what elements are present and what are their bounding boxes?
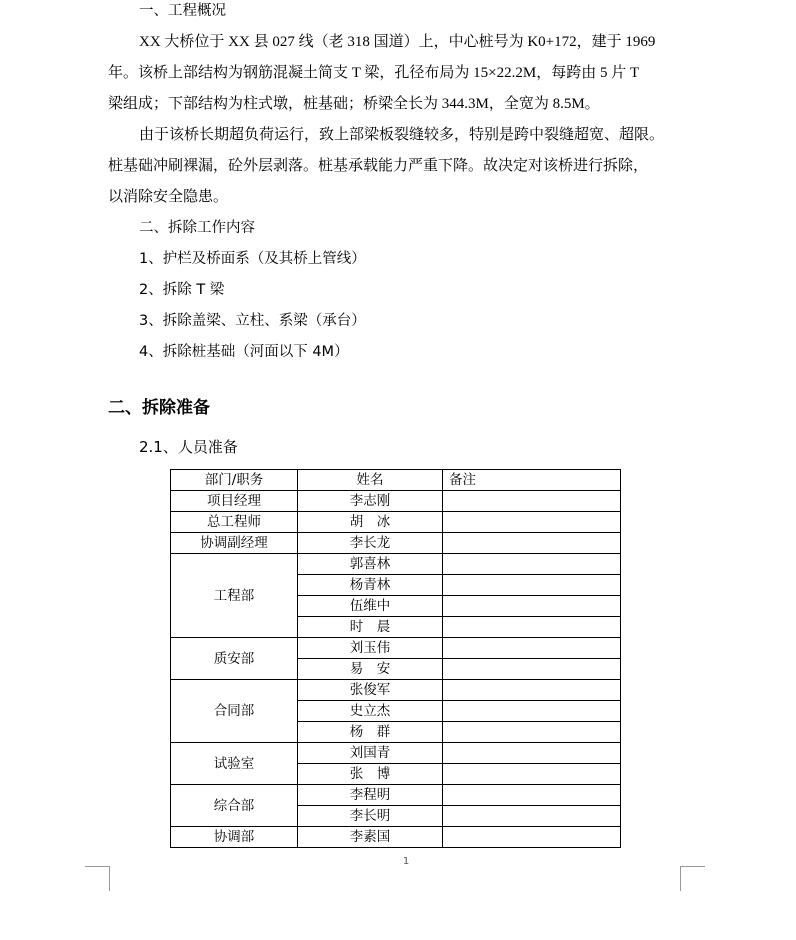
table-row: [171, 512, 621, 533]
section-heading-overview: 一、工程概况: [139, 3, 226, 19]
name-cell: 伍维中: [298, 596, 443, 617]
paragraph-line: 以消除安全隐患。: [108, 189, 229, 205]
table-row: [171, 827, 621, 848]
table-header-cell: 部门/职务: [171, 470, 298, 491]
remark-cell: [443, 512, 621, 533]
paragraph-line: 桩基础冲刷裸漏，砼外层剥落。桩基承载能力严重下降。故决定对该桥进行拆除，: [108, 158, 649, 174]
name-cell: 李素国: [298, 827, 443, 848]
list-item: 2、拆除 T 梁: [139, 282, 225, 298]
table-row: [171, 743, 621, 764]
remark-cell: [443, 638, 621, 659]
subsection-heading: 2.1、人员准备: [139, 438, 238, 456]
remark-cell: [443, 701, 621, 722]
name-cell: 胡 冰: [298, 512, 443, 533]
department-cell: 协调副经理: [171, 533, 298, 554]
list-item: 4、拆除桩基础（河面以下 4M）: [139, 344, 349, 360]
table-row: [171, 554, 621, 575]
chapter-heading: 二、拆除准备: [108, 398, 210, 418]
name-cell: 易 安: [298, 659, 443, 680]
list-item: 1、护栏及桥面系（及其桥上管线）: [139, 251, 366, 267]
remark-cell: [443, 617, 621, 638]
remark-cell: [443, 596, 621, 617]
name-cell: 李程明: [298, 785, 443, 806]
remark-cell: [443, 785, 621, 806]
remark-cell: [443, 659, 621, 680]
name-cell: 张俊军: [298, 680, 443, 701]
table-row: [171, 785, 621, 806]
department-cell: 工程部: [171, 554, 298, 638]
remark-cell: [443, 554, 621, 575]
list-item: 3、拆除盖梁、立柱、系梁（承台）: [139, 313, 366, 329]
margin-corner-mark: [85, 866, 110, 891]
table-header-cell: 备注: [443, 470, 621, 491]
remark-cell: [443, 575, 621, 596]
remark-cell: [443, 722, 621, 743]
table-row: [171, 638, 621, 659]
department-cell: 试验室: [171, 743, 298, 785]
personnel-table: [170, 469, 621, 848]
name-cell: 刘国青: [298, 743, 443, 764]
department-cell: 质安部: [171, 638, 298, 680]
name-cell: 李长龙: [298, 533, 443, 554]
paragraph-line: XX 大桥位于 XX 县 027 线（老 318 国道）上，中心桩号为 K0+172，建于 1969: [139, 34, 656, 50]
remark-cell: [443, 491, 621, 512]
name-cell: 时 晨: [298, 617, 443, 638]
name-cell: 刘玉伟: [298, 638, 443, 659]
paragraph-line: 梁组成；下部结构为柱式墩，桩基础；桥梁全长为 344.3M，全宽为 8.5M。: [108, 96, 600, 112]
table-row: [171, 533, 621, 554]
table-row: [171, 680, 621, 701]
department-cell: 综合部: [171, 785, 298, 827]
name-cell: 杨 群: [298, 722, 443, 743]
table-header-row: [171, 470, 621, 491]
page-number: 1: [402, 856, 410, 867]
name-cell: 张 博: [298, 764, 443, 785]
remark-cell: [443, 827, 621, 848]
table-row: [171, 491, 621, 512]
paragraph-line: 由于该桥长期超负荷运行，致上部梁板裂缝较多，特别是跨中裂缝超宽、超限。: [139, 127, 665, 143]
paragraph-line: 年。该桥上部结构为钢筋混凝土简支 T 梁，孔径布局为 15×22.2M，每跨由 5 片 T: [108, 65, 640, 81]
margin-corner-mark: [680, 866, 705, 891]
department-cell: 总工程师: [171, 512, 298, 533]
remark-cell: [443, 764, 621, 785]
department-cell: 项目经理: [171, 491, 298, 512]
name-cell: 杨青林: [298, 575, 443, 596]
remark-cell: [443, 743, 621, 764]
section-heading-work-content: 二、拆除工作内容: [139, 220, 255, 236]
remark-cell: [443, 680, 621, 701]
table-header-cell: 姓名: [298, 470, 443, 491]
name-cell: 李志刚: [298, 491, 443, 512]
name-cell: 史立杰: [298, 701, 443, 722]
name-cell: 郭喜林: [298, 554, 443, 575]
department-cell: 协调部: [171, 827, 298, 848]
remark-cell: [443, 806, 621, 827]
remark-cell: [443, 533, 621, 554]
name-cell: 李长明: [298, 806, 443, 827]
department-cell: 合同部: [171, 680, 298, 743]
